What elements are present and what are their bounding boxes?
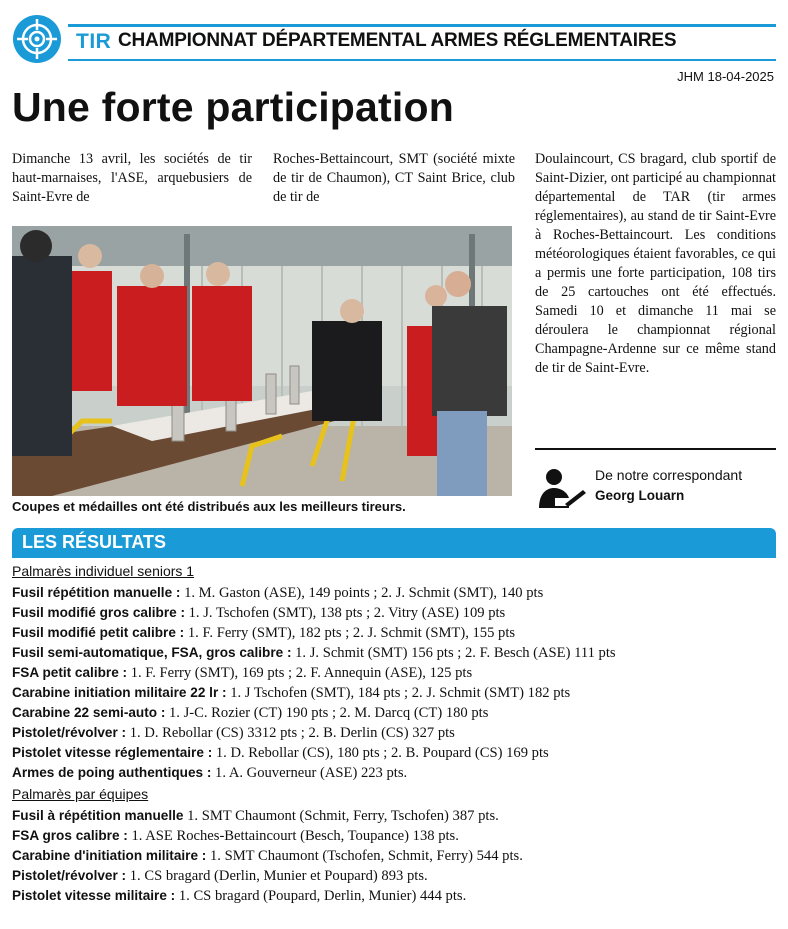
section-title: CHAMPIONNAT DÉPARTEMENTAL ARMES RÉGLEMENTAIRES bbox=[118, 30, 677, 51]
column-separator bbox=[535, 448, 776, 450]
photo-illustration bbox=[12, 226, 512, 496]
team-result-line: Fusil à répétition manuelle 1. SMT Chaumont (Schmit, Ferry, Tschofen) 387 pts. bbox=[12, 808, 499, 824]
result-line: Pistolet/révolver : 1. D. Rebollar (CS) 3312 pts ; 2. B. Derlin (CS) 327 pts bbox=[12, 725, 455, 741]
byline-date: JHM 18-04-2025 bbox=[677, 69, 774, 84]
result-line: Fusil modifié gros calibre : 1. J. Tschofen (SMT), 138 pts ; 2. Vitry (ASE) 109 pts bbox=[12, 605, 506, 621]
header-rule-top bbox=[68, 24, 776, 27]
team-result-line: Pistolet vitesse militaire : 1. CS bragard (Poupard, Derlin, Munier) 444 pts. bbox=[12, 888, 467, 904]
section-header bbox=[12, 14, 776, 64]
individual-heading: Palmarès individuel seniors 1 bbox=[12, 563, 195, 579]
result-line: Fusil répétition manuelle : 1. M. Gaston (ASE), 149 points ; 2. J. Schmit (SMT), 140 pts bbox=[12, 585, 544, 601]
team-heading: Palmarès par équipes bbox=[12, 786, 149, 802]
result-line: Carabine initiation militaire 22 lr : 1. J Tschofen (SMT), 184 pts ; 2. J. Schmit (SMT) 182 pts bbox=[12, 685, 571, 701]
article-column-2: Roches-Bettaincourt, SMT (société mixte de tir de Chaumon), CT Saint Brice, club de tir de bbox=[273, 151, 515, 205]
correspondent-label: De notre correspondant bbox=[595, 467, 743, 483]
header-rule-bottom bbox=[68, 59, 776, 61]
result-line: Carabine 22 semi-auto : 1. J-C. Rozier (CT) 190 pts ; 2. M. Darcq (CT) 180 pts bbox=[12, 705, 489, 721]
team-result-line: Carabine d'initiation militaire : 1. SMT Chaumont (Tschofen, Schmit, Ferry) 544 pts. bbox=[12, 848, 523, 864]
headline: Une forte participation bbox=[12, 84, 454, 130]
article-photo bbox=[12, 226, 512, 496]
target-crosshair-icon bbox=[12, 14, 62, 64]
section-tag: TIR bbox=[76, 30, 112, 53]
team-result-line: FSA gros calibre : 1. ASE Roches-Bettaincourt (Besch, Toupance) 138 pts. bbox=[12, 828, 459, 844]
results-list bbox=[12, 562, 782, 906]
results-banner bbox=[12, 528, 776, 558]
article-column-3: Doulaincourt, CS bragard, club sportif de Saint-Dizier, ont participé au championnat départemental de TAR (tir armes réglementaires), au stand de tir Saint-Evre à Roches-Bettaincourt. Les conditions météorologiques étaient favorables, ce qui a permis une forte participation, 108 tirs de 25 cartouches ont été effectués. Samedi 10 et dimanche 11 mai se déroulera le championnat régional Champagne-Ardenne sur ce même stand de tir de Saint-Evre. bbox=[535, 151, 776, 376]
result-line: FSA petit calibre : 1. F. Ferry (SMT), 169 pts ; 2. F. Annequin (ASE), 125 pts bbox=[12, 665, 473, 681]
result-line: Pistolet vitesse réglementaire : 1. D. Rebollar (CS), 180 pts ; 2. B. Poupard (CS) 169 pts bbox=[12, 745, 549, 761]
result-line: Fusil semi-automatique, FSA, gros calibre : 1. J. Schmit (SMT) 156 pts ; 2. F. Besch (ASE) 111 pts bbox=[12, 645, 616, 661]
article-column-1: Dimanche 13 avril, les sociétés de tir haut-marnaises, l'ASE, arquebusiers de Saint-Evre de bbox=[12, 151, 252, 205]
result-line: Fusil modifié petit calibre : 1. F. Ferry (SMT), 182 pts ; 2. J. Schmit (SMT), 155 pts bbox=[12, 625, 516, 641]
correspondent-name: Georg Louarn bbox=[595, 488, 685, 503]
photo-caption: Coupes et médailles ont été distribués aux les meilleurs tireurs. bbox=[12, 499, 406, 514]
writer-icon bbox=[537, 468, 587, 510]
results-title: LES RÉSULTATS bbox=[22, 532, 166, 552]
team-result-line: Pistolet/révolver : 1. CS bragard (Derlin, Munier et Poupard) 893 pts. bbox=[12, 868, 428, 884]
result-line: Armes de poing authentiques : 1. A. Gouverneur (ASE) 223 pts. bbox=[12, 765, 408, 781]
